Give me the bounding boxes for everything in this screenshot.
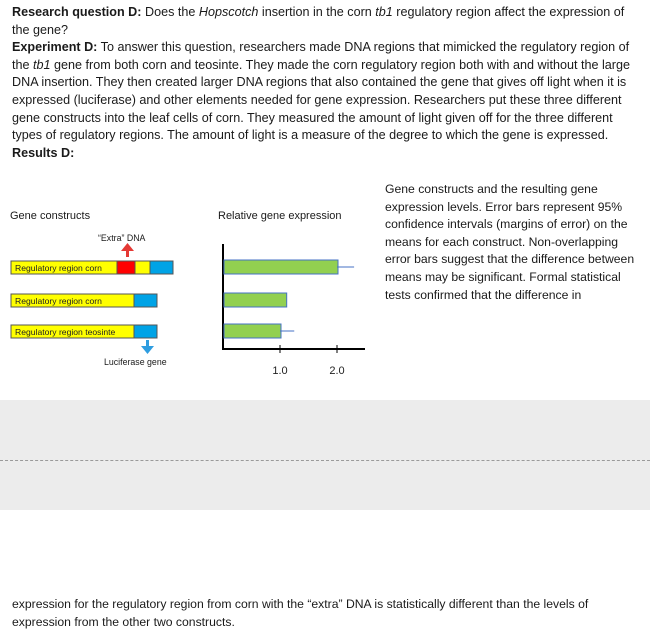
rq-italic: Hopscotch bbox=[198, 5, 259, 19]
luciferase-segment bbox=[134, 325, 157, 338]
extra-dna-label: “Extra” DNA bbox=[98, 233, 146, 243]
results-label: Results D: bbox=[12, 145, 75, 160]
construct-2 bbox=[11, 294, 157, 307]
x-tick-label: 1.0 bbox=[272, 365, 288, 377]
x-tick-label: 2.0 bbox=[329, 365, 345, 377]
exp-italic: tb1 bbox=[33, 57, 51, 72]
page-gap bbox=[0, 400, 650, 510]
exp-label: Experiment D: bbox=[12, 40, 98, 55]
expression-chart bbox=[222, 244, 365, 377]
rq-italic: tb1 bbox=[375, 5, 393, 19]
construct-label: Regulatory region teosinte bbox=[15, 327, 116, 337]
gene-constructs-heading: Gene constructs bbox=[10, 210, 91, 222]
caption-continuation: expression for the regulatory region from corn with the “extra” DNA is statistically different than the levels of expression from the other two constructs. bbox=[12, 597, 589, 629]
construct-3 bbox=[11, 325, 157, 338]
construct-label: Regulatory region corn bbox=[15, 263, 102, 273]
expression-bar bbox=[224, 293, 287, 307]
rq-text: Does the bbox=[141, 5, 199, 19]
luciferase-arrow bbox=[141, 340, 154, 354]
figure-caption: Gene constructs and the resulting gene expression levels. Error bars represent 95% confidence intervals (margins of error) on the means for each construct. Non-overlapping error bars suggest that the difference between means may be significant. Formal statistical tests confirmed that the difference in bbox=[385, 182, 635, 302]
construct-1 bbox=[11, 261, 173, 274]
luciferase-segment bbox=[134, 294, 157, 307]
luciferase-label: Luciferase gene bbox=[104, 357, 167, 367]
expression-bar bbox=[224, 260, 338, 274]
rq-label: Research question D: bbox=[12, 5, 142, 19]
exp-text: To answer this question, researchers made DNA regions that mimicked the regulatory region of the bbox=[12, 40, 630, 72]
luciferase-segment bbox=[150, 261, 173, 274]
rq-text: regulatory region affect the expression of the gene? bbox=[12, 5, 625, 37]
extra-dna-segment bbox=[117, 261, 135, 274]
page-break-divider bbox=[0, 460, 650, 461]
relative-expression-heading: Relative gene expression bbox=[218, 210, 342, 222]
regulatory-region-segment bbox=[135, 261, 150, 274]
construct-label: Regulatory region corn bbox=[15, 296, 102, 306]
exp-text: gene from both corn and teosinte. They made the corn regulatory region both with and without the large DNA insertion. They then created larger DNA regions that also contained the gene that gives off light when it is expressed (luciferase) and other elements needed for gene expression. Researchers put these three different gene constructs into the leaf cells of corn. They measured the amount of light given off for the three different types of regulatory regions. The amount of light is a measure of the degree to which the gene is expressed. bbox=[12, 57, 630, 143]
rq-text: insertion in the corn bbox=[258, 5, 376, 19]
extra-dna-arrow bbox=[121, 243, 134, 257]
expression-bar bbox=[224, 324, 281, 338]
